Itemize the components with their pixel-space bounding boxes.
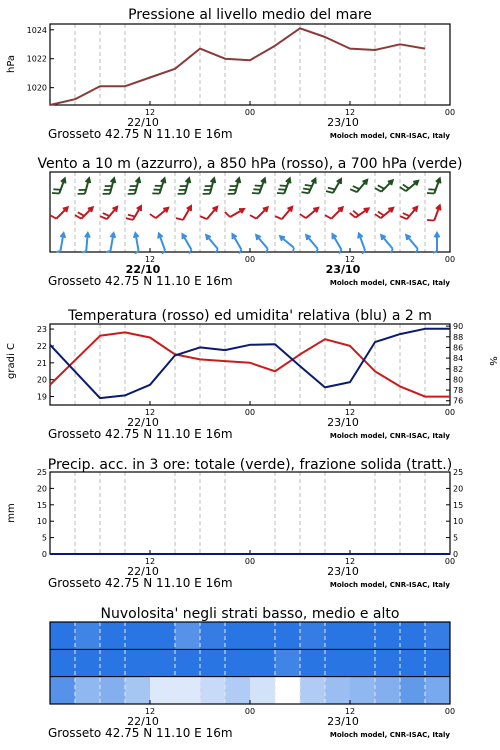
panel5-date-label: 22/10 [127,715,159,728]
wind-barb-flag [305,185,312,186]
panel3-hour-label: 00 [444,408,456,417]
cloud-cell [125,677,151,704]
humidity-ylabel: % [487,356,498,366]
panel4-ytick-right-label: 0 [453,550,459,559]
wind-barb-flag [106,251,110,252]
panel3-model-credit: Moloch model, CNR-ISAC, Italy [329,432,450,440]
cloud-cell [225,622,251,649]
cloud-cell [250,649,276,676]
panel3-ytick-right-label: 84 [453,354,464,364]
wind-title: Vento a 10 m (azzurro), a 850 hPa (rosso), a 700 hPa (verde) [37,156,463,172]
panel1-hour-label: 00 [244,108,256,117]
panel2-date-label: 23/10 [325,263,361,276]
wind-barb-flag [253,189,260,190]
wind-barb-flag [427,193,434,194]
pressure-title: Pressione al livello medio del mare [128,7,372,23]
panel3-location: Grosseto 42.75 N 11.10 E 16m [48,427,233,441]
cloud-cell [325,622,351,649]
panel4-ytick-label: 5 [41,533,47,543]
panel4-location: Grosseto 42.75 N 11.10 E 16m [48,576,233,590]
cloud-cell [275,622,301,649]
panel2-hour-label: 00 [244,255,256,264]
cloud-cell [50,622,76,649]
panel1-model-credit: Moloch model, CNR-ISAC, Italy [329,132,450,140]
cloud-cell [75,622,101,649]
panel1-hour-label: 00 [444,108,456,117]
cloud-cell [425,677,451,704]
panel4-ytick-label: 25 [36,468,47,477]
cloud-cell [275,677,301,704]
cloud-cell [125,622,151,649]
cloud-cell [375,649,401,676]
wind-barb-flag [56,251,60,252]
cloud-cell [225,649,251,676]
cloud-cell [275,649,301,676]
panel4-ytick-label: 20 [36,484,47,494]
cloud-cell [375,622,401,649]
cloud-cell [200,649,226,676]
cloud-cell [250,622,276,649]
cloud-cell [400,622,426,649]
panel4-ytick-label: 10 [36,517,47,527]
wind-barb-flag [277,193,284,194]
cloud-cell [300,677,326,704]
panel4-ytick-label: 15 [36,500,47,510]
panel2-hour-label: 00 [444,255,456,264]
panel4-ytick-right-label: 25 [453,468,464,477]
cloud-cell [300,622,326,649]
cloud-cell [200,622,226,649]
panel4-hour-label: 00 [444,557,456,566]
wind-barb-flag [255,185,262,186]
wind-barb-flag [293,248,294,252]
panel1-ytick-label: 1022 [26,54,47,64]
cloud-cell [400,677,426,704]
cloud-cell [350,649,376,676]
cloud-cell [350,677,376,704]
panel5-hour-label: 00 [444,707,456,716]
cloud-cell [200,677,226,704]
wind-barb-flag [301,192,308,193]
panel1-hour-label: 12 [144,108,156,117]
cloud-cell [425,649,451,676]
wind-barb-flag [280,185,287,186]
panel5-hour-label: 12 [344,707,356,716]
wind-barb-flag [53,189,60,190]
panel4-ytick-right-label: 20 [453,484,464,494]
cloud-cell [175,677,201,704]
panel3-hour-label: 12 [144,408,156,417]
cloud-cell [50,677,76,704]
cloud-cell [100,677,126,704]
panel4-ytick-right-label: 5 [453,533,459,543]
pressure-ylabel: hPa [6,54,17,74]
panel4-hour-label: 12 [144,557,156,566]
cloud-cell [150,622,176,649]
panel4-date-label: 23/10 [327,565,359,578]
precipitation-title: Precip. acc. in 3 ore: totale (verde), frazione solida (tratt.) [47,457,453,473]
panel3-ytick-label: 21 [36,358,47,368]
temperature-ylabel: gradi C [6,343,17,379]
panel1-date-label: 22/10 [127,116,159,129]
panel3-hour-label: 00 [244,408,256,417]
panel1-date-label: 23/10 [327,116,359,129]
panel2-model-credit: Moloch model, CNR-ISAC, Italy [329,279,450,287]
panel3-ytick-label: 23 [36,325,47,335]
panel3-ytick-label: 22 [36,341,47,351]
cloud-cell [400,649,426,676]
cloud-cell [100,649,126,676]
panel4-model-credit: Moloch model, CNR-ISAC, Italy [329,581,450,589]
cloud-cell [100,622,126,649]
panel1-ytick-label: 1024 [26,25,47,35]
panel4-date-label: 22/10 [127,565,159,578]
panel3-ytick-label: 19 [36,392,47,402]
panel4-hour-label: 00 [244,557,256,566]
cloud-cell [300,649,326,676]
cloud-cell [150,677,176,704]
cloud-cell [325,649,351,676]
panel5-model-credit: Moloch model, CNR-ISAC, Italy [329,731,450,739]
wind-barb-flag [278,189,285,190]
cloud-cell [350,622,376,649]
cloud-cell [375,677,401,704]
panel2-hour-label: 12 [344,255,356,264]
cloud-cell [425,622,451,649]
precipitation-ylabel: mm [6,503,17,523]
panel4-ytick-label: 0 [41,550,47,559]
panel3-date-label: 22/10 [127,416,159,429]
cloud-title: Nuvolosita' negli strati basso, medio e alto [100,606,400,622]
panel3-ytick-right-label: 88 [453,332,464,342]
panel2-hour-label: 12 [144,255,156,264]
panel3-ytick-right-label: 76 [453,396,464,406]
cloud-cell [75,649,101,676]
panel1-hour-label: 12 [344,108,356,117]
cloud-cell [150,649,176,676]
cloud-cell [225,677,251,704]
cloud-cell [125,649,151,676]
wind-barb-flag [52,193,59,194]
panel4-hour-label: 12 [344,557,356,566]
wind-barb-flag [427,220,434,221]
panel5-date-label: 23/10 [327,715,359,728]
wind-barb-flag [303,188,310,189]
panel5-hour-label: 00 [244,707,256,716]
cloud-cell [175,649,201,676]
panel3-ytick-right-label: 90 [453,322,464,332]
panel3-ytick-right-label: 86 [453,343,464,353]
wind-barb-flag [252,193,259,194]
panel3-hour-label: 12 [344,408,356,417]
panel3-ytick-right-label: 78 [453,386,464,396]
panel3-date-label: 23/10 [327,416,359,429]
panel3-ytick-right-label: 80 [453,375,464,385]
panel2-date-label: 22/10 [125,263,161,276]
cloud-cell [75,677,101,704]
panel4-ytick-right-label: 10 [453,517,464,527]
temperature-title: Temperatura (rosso) ed umidita' relativa (blu) a 2 m [68,308,432,324]
panel2-location: Grosseto 42.75 N 11.10 E 16m [48,274,233,288]
panel5-location: Grosseto 42.75 N 11.10 E 16m [48,726,233,740]
panel5-hour-label: 12 [144,707,156,716]
panel1-ytick-label: 1020 [26,83,47,93]
cloud-cell [50,649,76,676]
cloud-cell [250,677,276,704]
panel4-ytick-right-label: 15 [453,500,464,510]
panel3-ytick-right-label: 82 [453,364,464,374]
panel1-location: Grosseto 42.75 N 11.10 E 16m [48,127,233,141]
cloud-cell [175,622,201,649]
panel3-ytick-label: 20 [36,375,47,385]
wind-barb-flag [428,189,435,190]
cloud-cell [325,677,351,704]
